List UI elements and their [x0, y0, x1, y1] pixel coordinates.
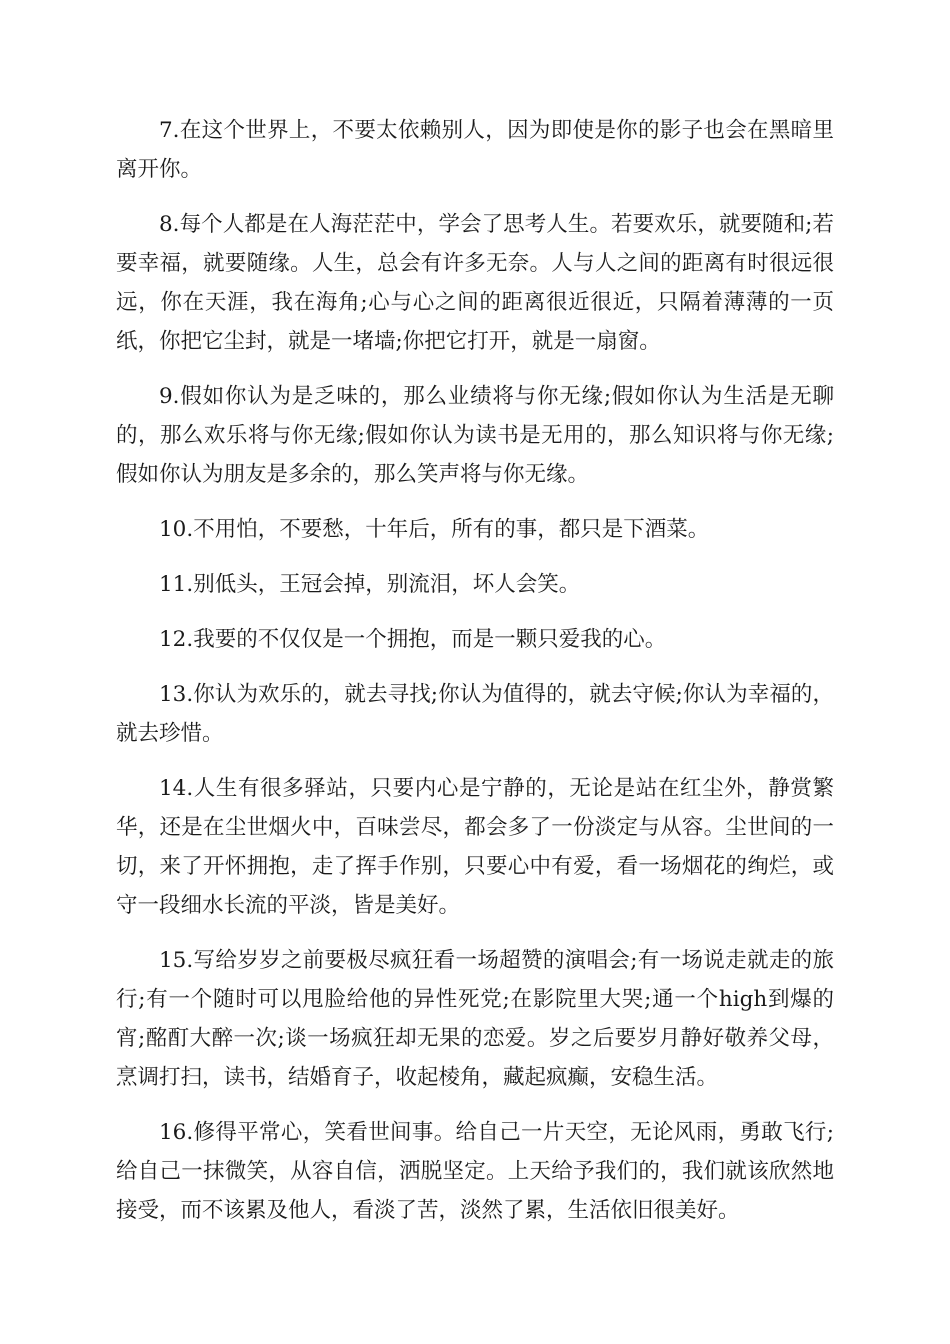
paragraph-10: 10.不用怕，不要愁，十年后，所有的事，都只是下酒菜。 — [159, 517, 710, 542]
paragraph-7: 7.在这个世界上，不要太依赖别人，因为即使是你的影子也会在黑暗里离开你。 — [116, 118, 834, 182]
document-body — [116, 111, 834, 1246]
paragraph-8: 8.每个人都是在人海茫茫中，学会了思考人生。若要欢乐，就要随和;若要幸福，就要随缘。人生，总会有许多无奈。人与人之间的距离有时很远很远，你在天涯，我在海角;心与心之间的距离很近很近，只隔着薄薄的一页纸，你把它尘封，就是一堵墙;你把它打开，就是一扇窗。 — [116, 212, 834, 354]
paragraph-9: 9.假如你认为是乏味的，那么业绩将与你无缘;假如你认为生活是无聊的，那么欢乐将与你无缘;假如你认为读书是无用的，那么知识将与你无缘;假如你认为朋友是多余的，那么笑声将与你无缘。 — [116, 384, 834, 487]
paragraph-12: 12.我要的不仅仅是一个拥抱，而是一颗只爱我的心。 — [159, 627, 667, 652]
paragraph-16: 16.修得平常心，笑看世间事。给自己一片天空，无论风雨，勇敢飞行;给自己一抹微笑，从容自信，洒脱坚定。上天给予我们的，我们就该欣然地接受，而不该累及他人，看淡了苦，淡然了累，生活依旧很美好。 — [116, 1120, 834, 1223]
paragraph-11: 11.别低头，王冠会掉，别流泪，坏人会笑。 — [159, 572, 581, 597]
paragraph-14: 14.人生有很多驿站，只要内心是宁静的，无论是站在红尘外，静赏繁华，还是在尘世烟火中，百味尝尽，都会多了一份淡定与从容。尘世间的一切，来了开怀拥抱，走了挥手作别，只要心中有爱，看一场烟花的绚烂，或守一段细水长流的平淡，皆是美好。 — [116, 776, 834, 918]
paragraph-13: 13.你认为欢乐的，就去寻找;你认为值得的，就去守候;你认为幸福的，就去珍惜。 — [116, 682, 834, 746]
paragraph-15: 15.写给岁岁之前要极尽疯狂看一场超赞的演唱会;有一场说走就走的旅行;有一个随时可以甩脸给他的异性死党;在影院里大哭;通一个high到爆的宵;酩酊大醉一次;谈一场疯狂却无果的恋爱。岁之后要岁月静好敬养父母，烹调打扫，读书，结婚育子，收起棱角，藏起疯癫，安稳生活。 — [116, 948, 834, 1090]
